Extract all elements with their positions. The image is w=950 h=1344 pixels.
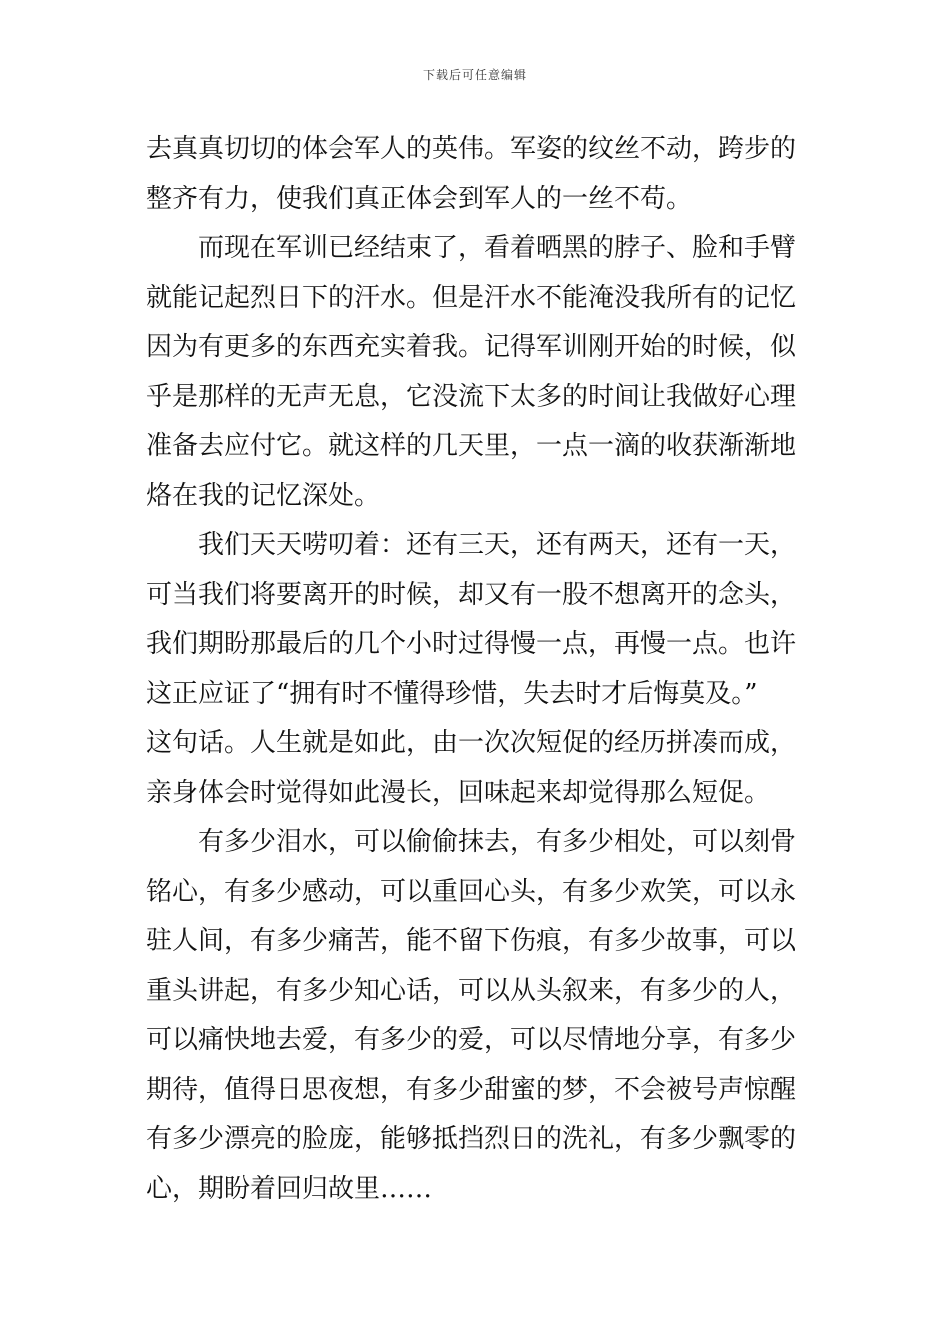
text-line: 烙在我的记忆深处。 [146,480,381,511]
text-line: 有多少漂亮的脸庞，能够抵挡烈日的洗礼，有多少飘零的 [146,1124,797,1154]
text-line: 期待，值得日思夜想，有多少甜蜜的梦，不会被号声惊醒 [146,1074,797,1105]
text-line: 去真真切切的体会军人的英伟。军姿的纹丝不动，跨步的 [146,134,797,164]
text-line: 重头讲起，有多少知心话，可以从头叙来，有多少的人， [146,975,797,1006]
text-line: 可以痛快地去爱，有多少的爱，可以尽情地分享，有多少 [146,1025,797,1055]
paragraph-start-line: 我们天天唠叨着：还有三天，还有两天，还有一天， [198,530,797,560]
text-line: 亲身体会时觉得如此漫长，回味起来却觉得那么短促。 [146,777,771,808]
text-line: 这正应证了“拥有时不懂得珍惜，失去时才后悔莫及。” [146,678,758,709]
text-line: 心，期盼着回归故里…… [146,1173,433,1204]
text-line: 驻人间，有多少痛苦，能不留下伤痕，有多少故事，可以 [146,926,797,956]
text-line: 这句话。人生就是如此，由一次次短促的经历拼凑而成， [146,728,797,758]
text-line: 铭心，有多少感动，可以重回心头，有多少欢笑，可以永 [146,876,797,907]
text-line: 因为有更多的东西充实着我。记得军训刚开始的时候，似 [146,332,797,362]
text-line: 准备去应付它。就这样的几天里，一点一滴的收获渐渐地 [146,431,797,461]
text-line: 可当我们将要离开的时候，却又有一股不想离开的念头， [146,579,797,610]
text-line: 就能记起烈日下的汗水。但是汗水不能淹没我所有的记忆 [146,282,797,313]
paragraph-start-line: 有多少泪水，可以偷偷抹去，有多少相处，可以刻骨 [198,827,797,857]
text-line: 整齐有力，使我们真正体会到军人的一丝不苟。 [146,183,693,214]
text-line: 乎是那样的无声无息，它没流下太多的时间让我做好心理 [146,381,797,412]
text-line: 我们期盼那最后的几个小时过得慢一点，再慢一点。也许 [146,629,797,659]
document-body [146,125,826,1214]
page-header: 下载后可任意编辑 [422,68,527,82]
paragraph-start-line: 而现在军训已经结束了，看着晒黑的脖子、脸和手臂 [198,233,797,263]
